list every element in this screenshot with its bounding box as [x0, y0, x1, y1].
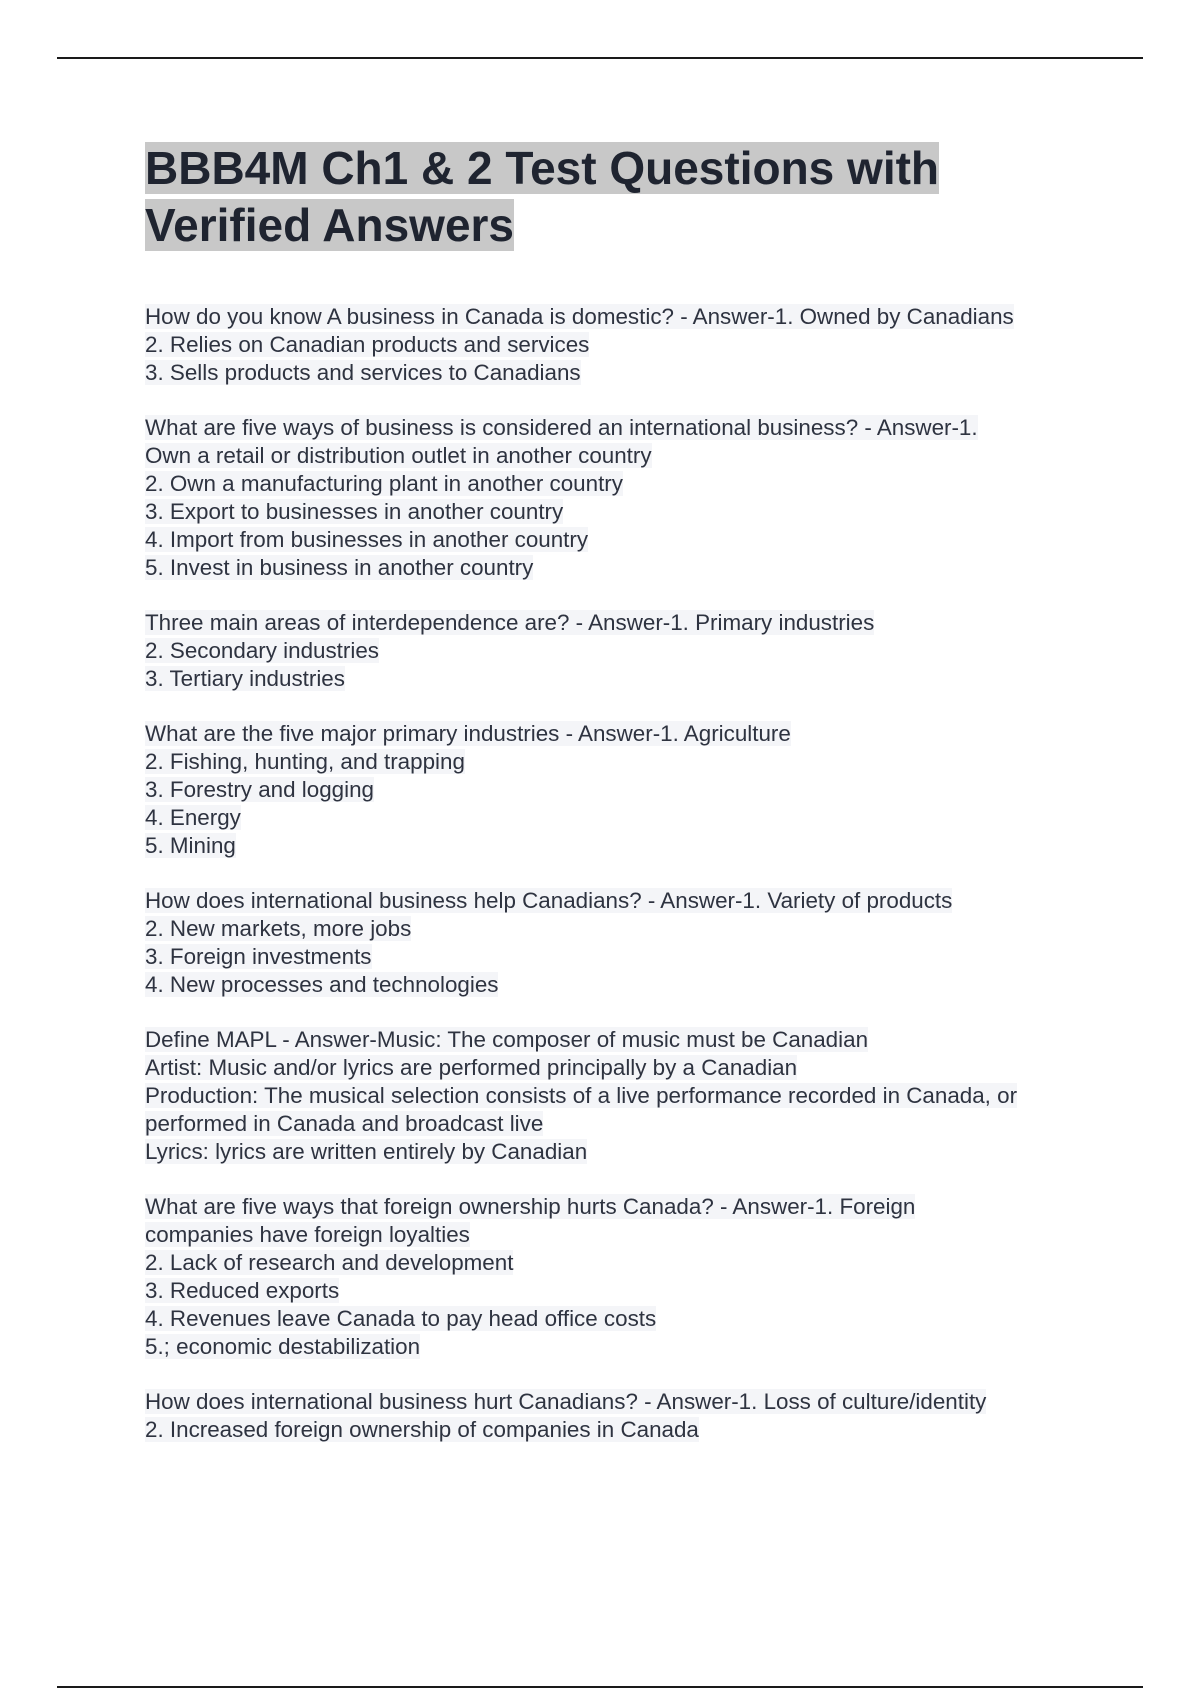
qa-line [145, 1193, 1095, 1221]
qa-item-6 [145, 1026, 1095, 1166]
question-text: Three main areas of interdependence are? - Answer-1. Primary industries [145, 610, 875, 635]
qa-line [145, 1138, 1095, 1166]
qa-line [145, 331, 1095, 359]
qa-line [145, 943, 1095, 971]
question-text: What are the five major primary industries - Answer-1. Agriculture [145, 721, 791, 746]
qa-line [145, 609, 1095, 637]
footer-rule [57, 1686, 1143, 1688]
qa-line [145, 748, 1095, 776]
qa-line [145, 442, 1095, 470]
answer-text: 3. Reduced exports [145, 1278, 340, 1303]
qa-line [145, 470, 1095, 498]
qa-line [145, 1054, 1095, 1082]
qa-line [145, 804, 1095, 832]
answer-text: Own a retail or distribution outlet in another country [145, 443, 652, 468]
qa-line [145, 720, 1095, 748]
header-rule [57, 57, 1143, 59]
answer-text: 3. Sells products and services to Canadians [145, 360, 581, 385]
qa-line [145, 1333, 1095, 1361]
qa-line [145, 1249, 1095, 1277]
qa-line [145, 971, 1095, 999]
answer-text: 5. Mining [145, 833, 236, 858]
qa-line [145, 414, 1095, 442]
qa-line [145, 303, 1095, 331]
question-text: What are five ways of business is considered an international business? - Answer-1. [145, 415, 978, 440]
answer-text: 2. Lack of research and development [145, 1250, 514, 1275]
qa-line [145, 665, 1095, 693]
qa-line [145, 1388, 1095, 1416]
qa-item-2 [145, 414, 1095, 582]
qa-line [145, 498, 1095, 526]
qa-line [145, 887, 1095, 915]
answer-text: 3. Export to businesses in another country [145, 499, 564, 524]
answer-text: Artist: Music and/or lyrics are performed principally by a Canadian [145, 1055, 798, 1080]
qa-line [145, 554, 1095, 582]
qa-line [145, 1221, 1095, 1249]
qa-line [145, 832, 1095, 860]
document-title-line-2: Verified Answers [145, 199, 515, 251]
qa-line [145, 637, 1095, 665]
question-text: How does international business hurt Canadians? - Answer-1. Loss of culture/identity [145, 1389, 987, 1414]
qa-line [145, 1026, 1095, 1054]
qa-line [145, 915, 1095, 943]
qa-line [145, 1082, 1095, 1110]
qa-list [145, 303, 1095, 1471]
answer-text: 5. Invest in business in another country [145, 555, 534, 580]
question-text: How do you know A business in Canada is domestic? - Answer-1. Owned by Canadians [145, 304, 1014, 329]
question-text: Define MAPL - Answer-Music: The composer of music must be Canadian [145, 1027, 869, 1052]
document-title-line-1: BBB4M Ch1 & 2 Test Questions with [145, 142, 940, 194]
answer-text: performed in Canada and broadcast live [145, 1111, 544, 1136]
question-text: What are five ways that foreign ownership hurts Canada? - Answer-1. Foreign [145, 1194, 916, 1219]
qa-item-7 [145, 1193, 1095, 1361]
qa-line [145, 1110, 1095, 1138]
qa-line [145, 1277, 1095, 1305]
answer-text: 4. Revenues leave Canada to pay head office costs [145, 1306, 657, 1331]
qa-item-1 [145, 303, 1095, 387]
qa-line [145, 1416, 1095, 1444]
answer-text: companies have foreign loyalties [145, 1222, 470, 1247]
answer-text: Lyrics: lyrics are written entirely by Canadian [145, 1139, 588, 1164]
answer-text: 5.; economic destabilization [145, 1334, 421, 1359]
answer-text: 4. Energy [145, 805, 241, 830]
qa-item-8 [145, 1388, 1095, 1444]
qa-line [145, 526, 1095, 554]
answer-text: Production: The musical selection consists of a live performance recorded in Canada, or [145, 1083, 1018, 1108]
question-text: How does international business help Canadians? - Answer-1. Variety of products [145, 888, 953, 913]
answer-text: 2. Fishing, hunting, and trapping [145, 749, 465, 774]
answer-text: 4. New processes and technologies [145, 972, 499, 997]
qa-item-3 [145, 609, 1095, 693]
answer-text: 2. Relies on Canadian products and services [145, 332, 590, 357]
qa-line [145, 359, 1095, 387]
answer-text: 2. Own a manufacturing plant in another country [145, 471, 623, 496]
answer-text: 2. New markets, more jobs [145, 916, 412, 941]
answer-text: 3. Tertiary industries [145, 666, 345, 691]
answer-text: 3. Forestry and logging [145, 777, 375, 802]
answer-text: 3. Foreign investments [145, 944, 372, 969]
qa-item-4 [145, 720, 1095, 860]
answer-text: 4. Import from businesses in another country [145, 527, 589, 552]
answer-text: 2. Secondary industries [145, 638, 379, 663]
document-title [145, 140, 1065, 254]
answer-text: 2. Increased foreign ownership of companies in Canada [145, 1417, 699, 1442]
qa-line [145, 776, 1095, 804]
qa-line [145, 1305, 1095, 1333]
qa-item-5 [145, 887, 1095, 999]
